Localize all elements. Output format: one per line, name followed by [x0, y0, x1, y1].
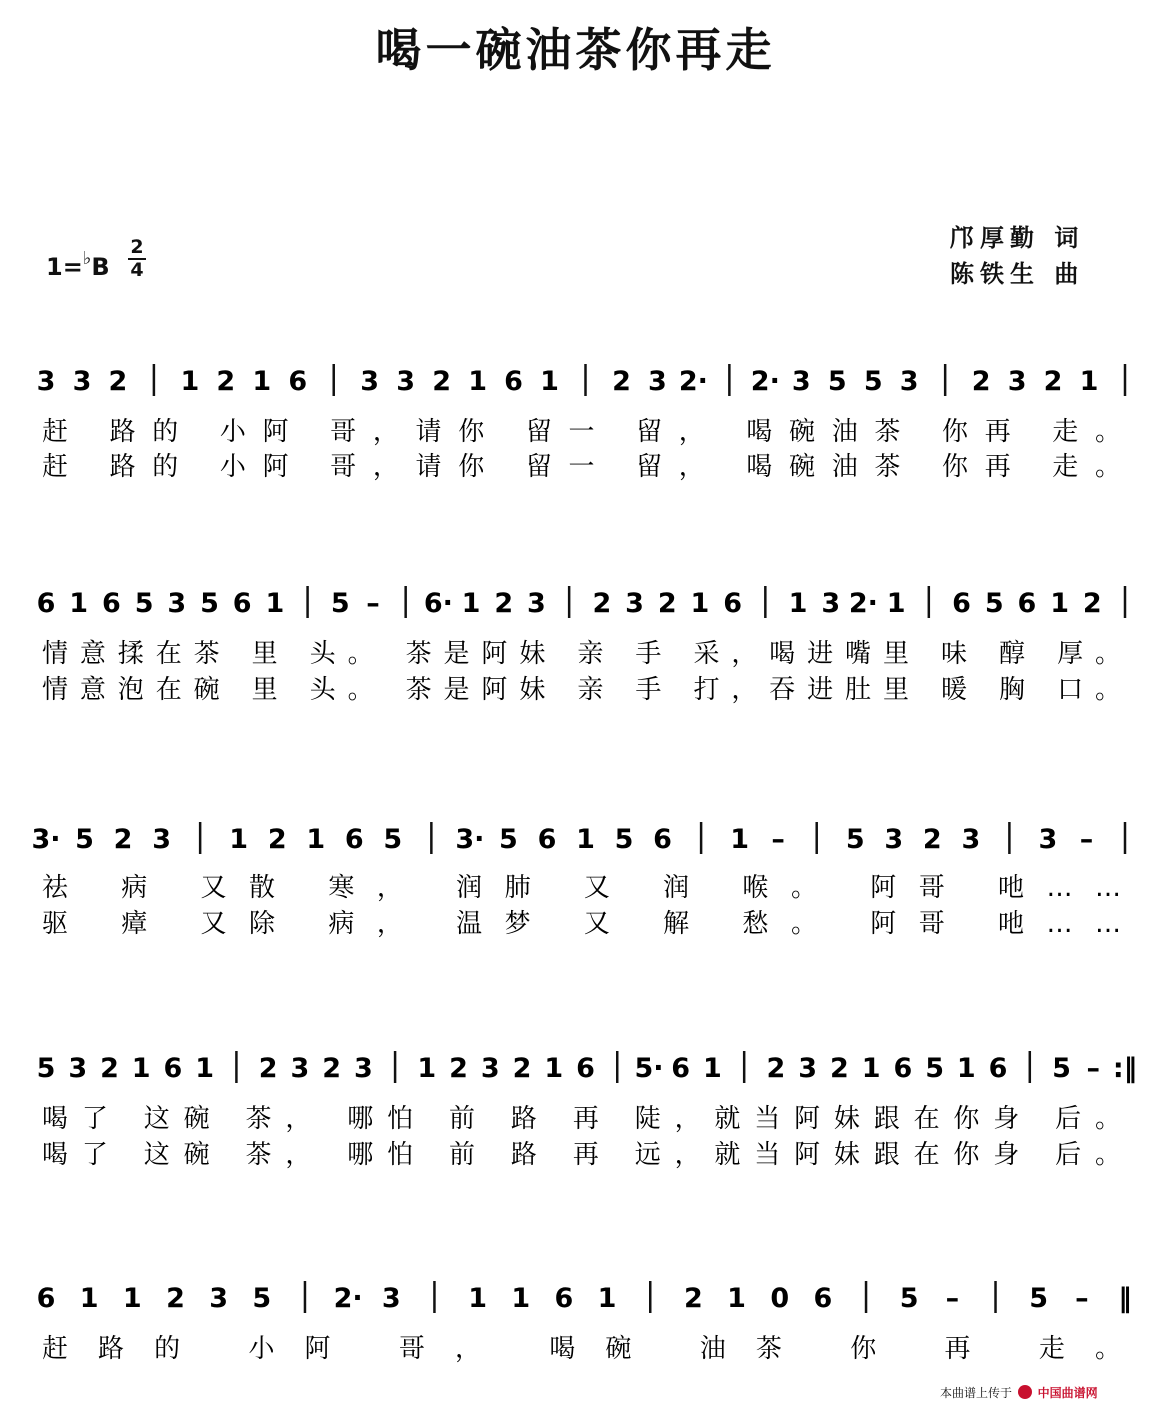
score-note: 1	[956, 1053, 976, 1084]
score-note: 6	[988, 1053, 1008, 1084]
score-note: 2	[432, 366, 452, 397]
score-note: 6	[1017, 588, 1037, 619]
score-note: 1	[69, 588, 89, 619]
score-note: 3	[798, 1053, 818, 1084]
score-note: 2	[100, 1053, 119, 1084]
score-note: 1	[540, 366, 559, 397]
score-note: 2	[684, 1283, 703, 1314]
score-note: 5	[1029, 1283, 1049, 1314]
score-note: 5	[36, 1053, 56, 1084]
score-note: 3	[167, 588, 187, 619]
score-note: 5	[1052, 1053, 1071, 1084]
lyric-line: 情意揉在茶 里 头。 茶是阿妹 亲 手 采，喝进嘴里 味 醇 厚。	[42, 639, 1121, 669]
score-note: 3	[68, 1053, 88, 1084]
score-note: 1	[544, 1053, 564, 1084]
site-logo-icon	[1018, 1385, 1032, 1399]
score-note: 2	[449, 1053, 468, 1084]
time-top: 2	[130, 236, 144, 258]
score-note: 1	[861, 1053, 881, 1084]
score-note: 3	[381, 1283, 401, 1314]
score-note: 1	[511, 1283, 531, 1314]
score-note: 6	[232, 588, 252, 619]
score-note: 5	[383, 824, 403, 855]
score-note: 1	[690, 588, 710, 619]
composer-credit: 陈铁生 曲	[950, 259, 1085, 288]
score-note: 6	[101, 588, 121, 619]
score-note: 6	[163, 1053, 183, 1084]
score-note: 6	[653, 824, 672, 855]
score-note: 6	[288, 366, 308, 397]
score-note: 3·	[31, 824, 61, 855]
score-note: 6	[576, 1053, 595, 1084]
score-note: 2	[612, 366, 631, 397]
score-note: 1	[730, 824, 750, 855]
score-note: 5	[863, 366, 883, 397]
score-note: 6	[893, 1053, 913, 1084]
score-note: –	[1075, 1283, 1089, 1314]
score-note: 1	[306, 824, 326, 855]
score-note: 1	[417, 1053, 437, 1084]
score-note: 3	[209, 1283, 229, 1314]
lyric-line: 喝了 这碗 茶， 哪怕 前 路 再 远，就当阿妹跟在你身 后。	[42, 1140, 1122, 1170]
footer-brand: 中国曲谱网	[1037, 1386, 1098, 1400]
score-note: 1	[122, 1283, 142, 1314]
score-note: 6	[554, 1283, 574, 1314]
score-note: 6	[537, 824, 557, 855]
score-note: 3	[480, 1053, 500, 1084]
score-note: 2	[922, 824, 942, 855]
score-note: 5	[252, 1283, 272, 1314]
score-note: 1	[265, 588, 285, 619]
score-note: 5	[75, 824, 94, 855]
score-note: 1	[886, 588, 906, 619]
lyricist-credit: 邝厚勤 词	[950, 223, 1085, 252]
score-note: 2	[322, 1053, 342, 1084]
score-note: 1	[703, 1053, 722, 1084]
score-note: 3	[884, 824, 904, 855]
score-note: 5	[984, 588, 1004, 619]
score-note: 1	[131, 1053, 151, 1084]
score-note: 1	[576, 824, 595, 855]
score-note: 5·	[634, 1053, 664, 1084]
score-note: 3	[625, 588, 644, 619]
score-note: 5	[827, 366, 847, 397]
score-note: 1	[195, 1053, 215, 1084]
score-note: 6	[504, 366, 523, 397]
score-note: 2	[592, 588, 612, 619]
score-note: 1	[468, 366, 487, 397]
score-note: 1	[252, 366, 272, 397]
score-note: 5	[925, 1053, 944, 1084]
score-note: 6	[344, 824, 364, 855]
score-note: 3	[1007, 366, 1027, 397]
score-note: 6	[671, 1053, 691, 1084]
score-note: 1	[788, 588, 808, 619]
score-note: 1	[229, 824, 249, 855]
score-note: 2	[258, 1053, 278, 1084]
score-note: 2	[766, 1053, 786, 1084]
key-prefix: 1=	[46, 253, 83, 281]
score-note: 1	[468, 1283, 487, 1314]
song-title: 喝一碗油茶你再走	[375, 23, 776, 77]
lyric-line: 祛 病 又散 寒， 润肺 又 润 喉。 阿哥 吔……	[42, 873, 1121, 903]
score-note: 3	[791, 366, 811, 397]
score-note: 3	[396, 366, 416, 397]
score-note: 5	[330, 588, 350, 619]
score-note: 0	[770, 1283, 790, 1314]
score-note: 3	[36, 366, 56, 397]
score-note: 2	[113, 824, 133, 855]
score-note: 1	[180, 366, 200, 397]
score-note: 3	[648, 366, 667, 397]
score-note: 2	[1043, 366, 1063, 397]
score-note: 2	[108, 366, 128, 397]
score-note: –	[366, 588, 380, 619]
score-note: ‖	[1118, 1283, 1132, 1314]
score-note: 3	[1038, 824, 1058, 855]
score-note: 2	[1082, 588, 1102, 619]
flat-sign: ♭	[82, 248, 92, 269]
score-note: 2	[971, 366, 991, 397]
lyric-line: 赶 路的 小阿 哥，请你 留一 留， 喝碗油茶 你再 走。	[42, 452, 1121, 482]
score-note: 3	[290, 1053, 310, 1084]
score-note: 1	[79, 1283, 99, 1314]
lyric-line: 赶 路的 小阿 哥，请你 留一 留， 喝碗油茶 你再 走。	[42, 417, 1121, 447]
score-note: 6	[723, 588, 743, 619]
score-note: 5	[899, 1283, 919, 1314]
lyric-line: 喝了 这碗 茶， 哪怕 前 路 再 陡，就当阿妹跟在你身 后。	[42, 1104, 1122, 1134]
score-note: 2·	[333, 1283, 363, 1314]
score-note: 2	[829, 1053, 849, 1084]
score-note: 5	[200, 588, 219, 619]
score-note: 2·	[848, 588, 878, 619]
score-note: 2	[216, 366, 236, 397]
score-note: 3	[72, 366, 92, 397]
time-bottom: 4	[130, 259, 144, 281]
score-note: 6	[813, 1283, 833, 1314]
score-note: 3	[527, 588, 546, 619]
score-note: –	[945, 1283, 960, 1314]
score-note: 6	[36, 1283, 56, 1314]
score-note: 2	[494, 588, 514, 619]
score-note: –	[771, 824, 785, 855]
footer-text: 本曲谱上传于	[940, 1386, 1013, 1400]
score-note: 1	[597, 1283, 617, 1314]
score-note: 1	[1050, 588, 1070, 619]
score-note: 2·	[750, 366, 780, 397]
score-note: 2	[657, 588, 677, 619]
score-note: 6	[36, 588, 56, 619]
score-note: 2	[512, 1053, 532, 1084]
lyric-line: 赶路的 小阿 哥， 喝碗 油茶 你 再 走。	[42, 1334, 1121, 1364]
key-note: B	[91, 253, 110, 281]
score-note: 2·	[678, 366, 708, 397]
score-note: 5	[845, 824, 865, 855]
score-note: 5	[614, 824, 634, 855]
score-note: 1	[727, 1283, 746, 1314]
score-note: 5	[499, 824, 518, 855]
score-note: 1	[461, 588, 481, 619]
score-note: 6	[952, 588, 971, 619]
footer-credit	[940, 1384, 1098, 1401]
score-note: 5	[134, 588, 154, 619]
score-note: :‖	[1112, 1053, 1138, 1084]
score-note: 6·	[423, 588, 453, 619]
score-note: –	[1079, 824, 1094, 855]
lyric-line: 情意泡在碗 里 头。 茶是阿妹 亲 手 打，吞进肚里 暖 胸 口。	[42, 675, 1121, 705]
score-note: –	[1086, 1053, 1101, 1084]
score-note: 2	[166, 1283, 185, 1314]
score-note: 3	[821, 588, 841, 619]
score-note: 2	[267, 824, 287, 855]
score-note: 3	[353, 1053, 373, 1084]
score-note: 1	[1079, 366, 1099, 397]
score-note: 3·	[455, 824, 485, 855]
score-note: 3	[899, 366, 919, 397]
score-note: 3	[961, 824, 981, 855]
lyric-line: 驱 瘴 又除 病， 温梦 又 解 愁。 阿哥 吔……	[42, 909, 1121, 939]
score-note: 3	[360, 366, 380, 397]
score-note: 3	[152, 824, 172, 855]
